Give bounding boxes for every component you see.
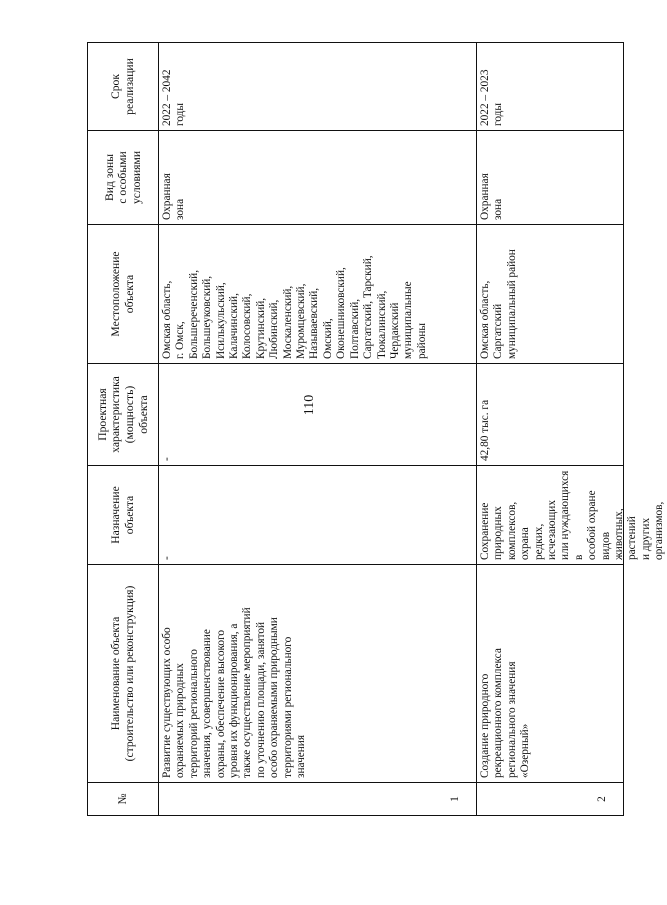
col-header-zone-type: Вид зоны с особыми условиями [88, 131, 159, 225]
location-cell: Омская область, г. Омск, Большереченский, Большеуковский, Исилькульский, Калачинский, Колосовский, Крутинский, Любинский, Москаленский, Муромцевский, Называевский, Омский, Оконешниковский, Полтавский, Саргатский, Тарский, Тюкалинский, Чердакский муниципальные районы [159, 225, 477, 364]
capacity-cell: 42,80 тыс. га [477, 364, 624, 466]
object-name-cell: Создание природного рекреационного комплекса регионального значения «Озерный» [477, 565, 624, 783]
row-number: 1 [159, 783, 477, 816]
col-header-term: Срок реализации [88, 43, 159, 131]
planned-objects-table [87, 42, 666, 816]
zone-type-cell: Охранная зона [159, 131, 477, 225]
purpose-cell: - [159, 466, 477, 565]
col-header-capacity: Проектная характеристика (мощность) объекта [88, 364, 159, 466]
col-header-location: Местоположение объекта [88, 225, 159, 364]
capacity-cell: - [159, 364, 477, 466]
term-cell: 2022 – 2023 годы [477, 43, 624, 131]
col-header-number: № [88, 783, 159, 816]
rotated-table-inner [87, 43, 666, 816]
zone-type-cell: Охранная зона [477, 131, 624, 225]
location-cell: Омская область, Саргатский муниципальный район [477, 225, 624, 364]
page-number: 110 [302, 394, 317, 416]
col-header-object-name: Наименование объекта (строительство или реконструкция) [88, 565, 159, 783]
purpose-cell: Сохранение природных комплексов, охрана редких, исчезающих или нуждающихся в особой охране видов животных, растений и других организмов, [477, 466, 624, 565]
table-row [477, 43, 624, 816]
rotated-table-container [87, 43, 666, 816]
col-header-purpose: Назначение объекта [88, 466, 159, 565]
row-number: 2 [477, 783, 624, 816]
table-row [159, 43, 477, 816]
term-cell: 2022 – 2042 годы [159, 43, 477, 131]
table-header-row [88, 43, 159, 816]
object-name-cell: Развитие существующих особо охраняемых природных территорий регионального значения, усовершенствование охраны, обеспечение высокого уровня их функционирования, а также осуществление мероприятий по уточнению площади, занятой особо охраняемыми природными территориями регионального значения [159, 565, 477, 783]
